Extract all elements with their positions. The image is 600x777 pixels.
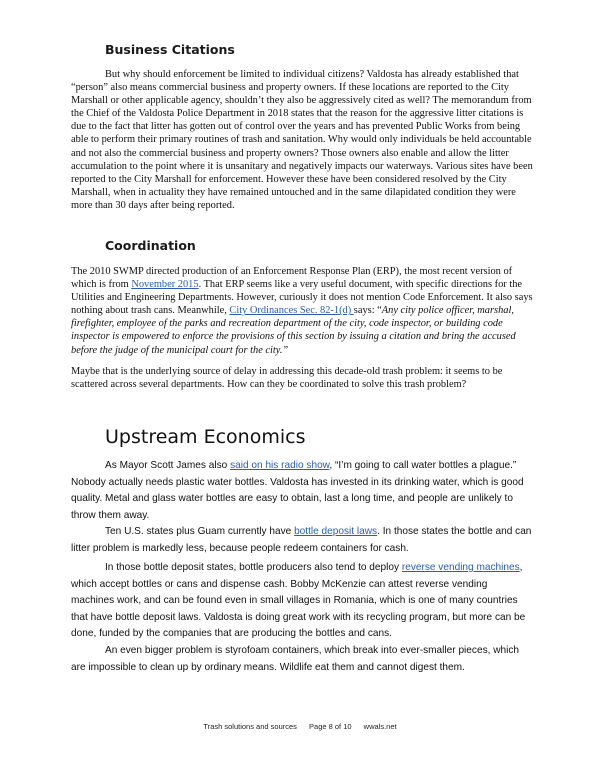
ordinance-quote: Any city police officer, marshal, firefighter, employee of the parks and recreation department of the city, code inspector, or building code inspector is empowered to enforce the provisions of this section by issuing a citation and bring the accused before the judge of the municipal court for the city.” (71, 305, 516, 356)
paragraph-upstream-4: An even bigger problem is styrofoam containers, which break into ever-smaller pieces, which are impossible to clean up by ordinary means. Wildlife eat them and cannot digest them. (71, 645, 520, 673)
link-city-ordinances[interactable]: City Ordinances Sec. 82-1(d) (229, 305, 354, 317)
footer-site: wwals.net (363, 722, 397, 731)
heading-upstream-economics: Upstream Economics (105, 426, 306, 448)
heading-coordination: Coordination (105, 238, 196, 253)
link-radio-show[interactable]: said on his radio show (230, 460, 330, 471)
paragraph-upstream-1: As Mayor Scott James also said on his radio show, “I’m going to call water bottles a plague.” Nobody actually needs plastic water bottles. Valdosta has invested in its drinking water, which is good quality. Metal and glass water bottles are easy to obtain, last a long time, and people are unlikely to throw them away. (71, 460, 524, 521)
paragraph-coordination-1: The 2010 SWMP directed production of an Enforcement Response Plan (ERP), the most recent version of which is from November 2015. That ERP seems like a very useful document, with specific directions for the Utilities and Engineering Departments. However, curiously it does not mention Code Enforcement. It also says nothing about trash cans. Meanwhile, City Ordinances Sec. 82-1(d) says: “Any city police officer, marshal, firefighter, employee of the parks and recreation department of the city, code inspector, or building code inspector is empowered to enforce the provisions of this section by issuing a citation and bring the accused before the judge of the municipal court for the city.” (71, 266, 533, 356)
link-bottle-deposit-laws[interactable]: bottle deposit laws (294, 526, 378, 537)
paragraph-business-citations: But why should enforcement be limited to individual citizens? Valdosta has already established that “person” also means commercial business and property owners. If these locations are reported to the City Marshall or other applicable agency, shouldn’t they also be aggressively cited as well? The memorandum from the Chief of the Valdosta Police Department in 2018 states that the reason for the aggressive litter citations is due to the fact that litter has gotten out of control over the years and has prevented Public Works from being able to perform their primary routines of trash and sanitation. Why would only individuals be held accountable and not also the commercial business and property owners? Those owners also enable and allow the litter accumulation to the point where it is unsanitary and negatively impacts our waterways. Various sites have been reported to the City Marshall for enforcement. However these have been considered resolved by the City Marshall, when in actuality they have remained untouched and in the same dilapidated condition they were more than 30 days after being reported. (71, 69, 533, 211)
heading-business-citations: Business Citations (105, 42, 235, 57)
paragraph-coordination-2: Maybe that is the underlying source of delay in addressing this decade-old trash problem: it seems to be scattered across several departments. How can they be coordinated to solve this trash problem? (71, 366, 503, 391)
footer-page-number: Page 8 of 10 (309, 722, 352, 731)
link-reverse-vending-machines[interactable]: reverse vending machines (401, 562, 520, 573)
link-november-2015[interactable]: November 2015 (131, 279, 199, 291)
paragraph-upstream-3: In those bottle deposit states, bottle producers also tend to deploy reverse vending machines, which accept bottles or cans and dispense cash. Bobby McKenzie can attest reverse vending machines work, and can be found even in small villages in Romania, which is one of many countries that have bottle deposit laws. Valdosta is doing great work with its recycling program, but more can be done, funded by the companies that are producing the bottles and cans. (71, 562, 526, 639)
page-footer (0, 722, 600, 731)
paragraph-upstream-2: Ten U.S. states plus Guam currently have bottle deposit laws. In those states the bottle and can litter problem is markedly less, because people redeem containers for cash. (71, 526, 532, 554)
footer-title: Trash solutions and sources (203, 722, 297, 731)
